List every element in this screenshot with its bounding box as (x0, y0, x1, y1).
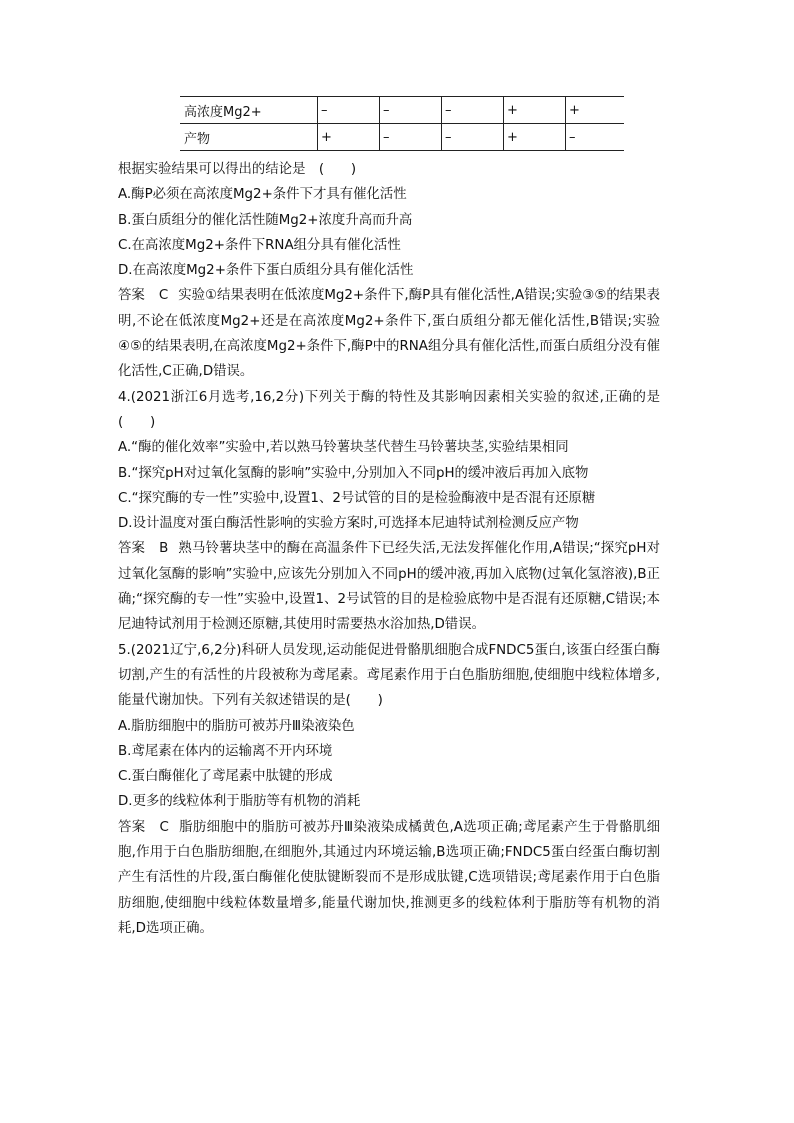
answer-label: 答案 (118, 288, 145, 304)
q3-option-c: C.在高浓度Mg2+条件下RNA组分具有催化活性 (118, 237, 401, 253)
answer-explanation: 实验①结果表明在低浓度Mg2+条件下,酶P具有催化活性,A错误;实验③⑤的结果表明,不论在低浓度Mg2+还是在高浓度Mg2+条件下,蛋白质组分都无催化活性,B错误;实验④⑤的结果表明,在高浓度Mg2+条件下,酶P中的RNA组分具有催化活性,而蛋白质组分没有催化活性,C正确,D错误。 (118, 288, 660, 380)
q3-option-b: B.蛋白质组分的催化活性随Mg2+浓度升高而升高 (118, 212, 413, 228)
q4-option-d: D.设计温度对蛋白酶活性影响的实验方案时,可选择本尼迪特试剂检测反应产物 (118, 516, 579, 532)
table-cell: – (380, 97, 442, 124)
q4-answer (118, 536, 660, 637)
q3-option-a: A.酶P必须在高浓度Mg2+条件下才具有催化活性 (118, 187, 407, 203)
q4-option-c: C.“探究酶的专一性”实验中,设置1、2号试管的目的是检验酶液中是否混有还原糖 (118, 490, 596, 506)
q5-option-b: B.鸢尾素在体内的运输离不开内环境 (118, 743, 333, 759)
table-cell: – (318, 97, 380, 124)
q3-stem: 根据实验结果可以得出的结论是 ( ) (118, 162, 357, 177)
table-cell: – (566, 124, 625, 151)
q5-option-d: D.更多的线粒体利于脂肪等有机物的消耗 (118, 794, 361, 810)
q4-option-a: A.“酶的催化效率”实验中,若以熟马铃薯块茎代替生马铃薯块茎,实验结果相同 (118, 440, 569, 456)
answer-label: 答案 (118, 819, 146, 835)
answer-explanation: 脂肪细胞中的脂肪可被苏丹Ⅲ染液染成橘黄色,A选项正确;鸢尾素产生于骨骼肌细胞,作用于白色脂肪细胞,在细胞外,其通过内环境运输,B选项正确;FNDC5蛋白经蛋白酶切割产生有活性的片段,蛋白酶催化使肽键断裂而不是形成肽键,C选项错误;鸢尾素作用于白色脂肪细胞,使细胞中线粒体数量增多,能量代谢加快,推测更多的线粒体利于脂肪等有机物的消耗,D选项正确。 (118, 819, 661, 936)
table-cell: + (318, 124, 380, 151)
q5-answer (118, 815, 660, 941)
answer-label: 答案 (118, 541, 146, 557)
answer-explanation: 熟马铃薯块茎中的酶在高温条件下已经失活,无法发挥催化作用,A错误;“探究pH对过氧化氢酶的影响”实验中,应该先分别加入不同pH的缓冲液,再加入底物(过氧化氢溶液),B正确;“探究酶的专一性”实验中,设置1、2号试管的目的是检验底物中是否混有还原糖,C错误;本尼迪特试剂用于检测还原糖,其使用时需要热水浴加热,D错误。 (118, 541, 660, 633)
results-table (180, 96, 624, 151)
q5-option-a: A.脂肪细胞中的脂肪可被苏丹Ⅲ染液染色 (118, 718, 355, 734)
table-cell: – (380, 124, 442, 151)
answer-key: C (159, 819, 169, 835)
row-label: 高浓度Mg2+ (180, 97, 318, 124)
answer-key: B (159, 541, 169, 557)
table-cell: – (442, 97, 504, 124)
table-row (180, 124, 624, 151)
row-label: 产物 (180, 124, 318, 151)
table-cell: + (504, 97, 566, 124)
q5-stem: 5.(2021辽宁,6,2分)科研人员发现,运动能促进骨骼肌细胞合成FNDC5蛋白,该蛋白经蛋白酶切割,产生的有活性的片段被称为鸢尾素。鸢尾素作用于白色脂肪细胞,使细胞中线粒体增多,能量代谢加快。下列有关叙述错误的是( ) (118, 642, 660, 709)
table-cell: – (442, 124, 504, 151)
answer-key: C (158, 288, 169, 304)
table-cell: + (504, 124, 566, 151)
q4-stem: 4.(2021浙江6月选考,16,2分)下列关于酶的特性及其影响因素相关实验的叙述,正确的是( ) (118, 389, 660, 430)
table-row (180, 97, 624, 124)
q3-answer (118, 283, 660, 384)
q5-option-c: C.蛋白酶催化了鸢尾素中肽键的形成 (118, 769, 333, 785)
q3-option-d: D.在高浓度Mg2+条件下蛋白质组分具有催化活性 (118, 263, 414, 279)
table-cell: + (566, 97, 625, 124)
question-content (118, 157, 660, 941)
q4-option-b: B.“探究pH对过氧化氢酶的影响”实验中,分别加入不同pH的缓冲液后再加入底物 (118, 465, 589, 481)
